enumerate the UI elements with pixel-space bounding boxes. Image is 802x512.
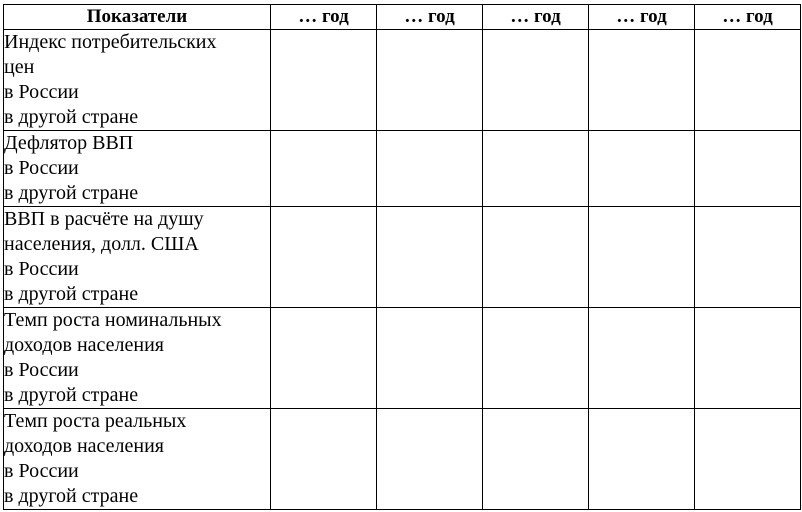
row-label-line: в другой стране <box>4 485 139 507</box>
table-row <box>4 409 801 510</box>
header-year-3: … год <box>483 5 589 30</box>
empty-cell <box>483 409 589 510</box>
row-label-cpi <box>4 30 271 131</box>
header-indicators: Показатели <box>4 5 271 30</box>
row-label-real-income-growth <box>4 409 271 510</box>
row-label-line: в России <box>4 81 79 103</box>
row-label-gdp-per-capita <box>4 207 271 308</box>
header-year-4: … год <box>589 5 695 30</box>
empty-cell <box>271 207 377 308</box>
row-label-line: Индекс потребительских <box>4 31 217 53</box>
header-row <box>4 5 801 30</box>
empty-cell <box>377 207 483 308</box>
row-label-nominal-income-growth <box>4 308 271 409</box>
header-year-2: … год <box>377 5 483 30</box>
table-row <box>4 207 801 308</box>
row-label-line: доходов населения <box>4 334 164 356</box>
row-label-line: в России <box>4 359 79 381</box>
row-label-line: населения, долл. США <box>4 233 199 255</box>
empty-cell <box>271 30 377 131</box>
empty-cell <box>483 30 589 131</box>
empty-cell <box>695 409 801 510</box>
empty-cell <box>589 207 695 308</box>
row-label-line: в другой стране <box>4 283 139 305</box>
row-label-line: ВВП в расчёте на душу <box>4 208 204 230</box>
table-row <box>4 131 801 207</box>
row-label-line: в другой стране <box>4 384 139 406</box>
row-label-line: в России <box>4 258 79 280</box>
empty-cell <box>271 131 377 207</box>
indicators-table <box>3 4 801 510</box>
row-label-gdp-deflator <box>4 131 271 207</box>
empty-cell <box>589 409 695 510</box>
empty-cell <box>483 308 589 409</box>
empty-cell <box>377 30 483 131</box>
empty-cell <box>483 131 589 207</box>
empty-cell <box>589 30 695 131</box>
row-label-line: цен <box>4 56 35 78</box>
header-year-1: … год <box>271 5 377 30</box>
table-row <box>4 30 801 131</box>
row-label-line: Дефлятор ВВП <box>4 132 134 154</box>
row-label-line: Темп роста номинальных <box>4 309 222 331</box>
empty-cell <box>695 207 801 308</box>
row-label-line: в другой стране <box>4 182 139 204</box>
empty-cell <box>271 409 377 510</box>
empty-cell <box>377 308 483 409</box>
table-row <box>4 308 801 409</box>
empty-cell <box>589 308 695 409</box>
row-label-line: в России <box>4 157 79 179</box>
row-label-line: доходов населения <box>4 435 164 457</box>
empty-cell <box>483 207 589 308</box>
empty-cell <box>695 30 801 131</box>
empty-cell <box>271 308 377 409</box>
row-label-line: в России <box>4 460 79 482</box>
row-label-line: в другой стране <box>4 106 139 128</box>
empty-cell <box>695 131 801 207</box>
empty-cell <box>695 308 801 409</box>
empty-cell <box>377 131 483 207</box>
empty-cell <box>377 409 483 510</box>
empty-cell <box>589 131 695 207</box>
header-year-5: … год <box>695 5 801 30</box>
row-label-line: Темп роста реальных <box>4 410 187 432</box>
